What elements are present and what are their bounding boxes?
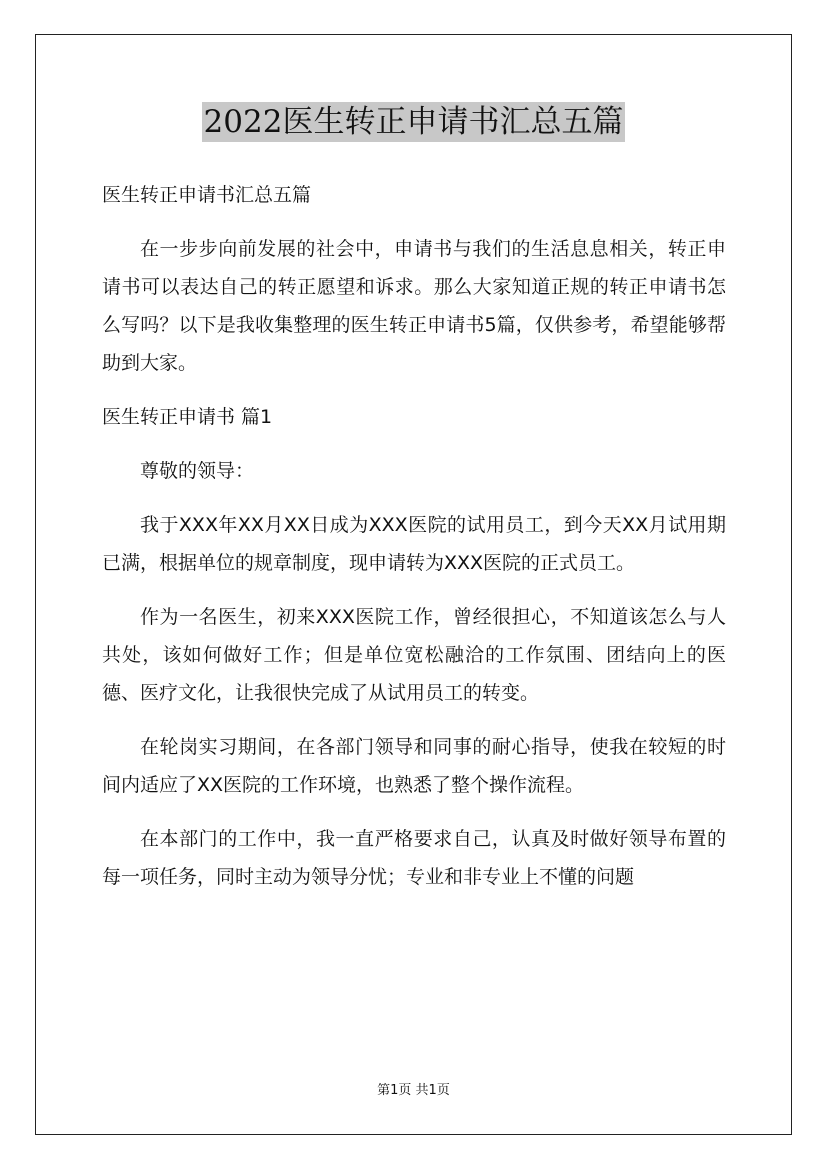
paragraph: 在一步步向前发展的社会中，申请书与我们的生活息息相关，转正申请书可以表达自己的转正愿望和诉求。那么大家知道正规的转正申请书怎么写吗？以下是我收集整理的医生转正申请书5篇，仅供参考，希望能够帮助到大家。 [102, 238, 726, 374]
section-heading: 医生转正申请书 篇1 [102, 406, 273, 428]
paragraph: 作为一名医生，初来XXX医院工作，曾经很担心，不知道该怎么与人共处，该如何做好工作；但是单位宽松融洽的工作氛围、团结向上的医德、医疗文化，让我很快完成了从试用员工的转变。 [102, 606, 726, 704]
paragraph: 在本部门的工作中，我一直严格要求自己，认真及时做好领导布置的每一项任务，同时主动为领导分忧；专业和非专业上不懂的问题 [102, 828, 726, 888]
paragraph: 在轮岗实习期间，在各部门领导和同事的耐心指导，使我在较短的时间内适应了XX医院的工作环境，也熟悉了整个操作流程。 [102, 736, 726, 796]
title-wrapper [0, 102, 827, 142]
document-title: 2022医生转正申请书汇总五篇 [203, 104, 624, 140]
paragraph: 医生转正申请书汇总五篇 [102, 184, 312, 206]
paragraph: 我于XXX年XX月XX日成为XXX医院的试用员工，到今天XX月试用期已满，根据单位的规章制度，现申请转为XXX医院的正式员工。 [102, 514, 726, 574]
page-footer: 第1页 共1页 [377, 1083, 450, 1098]
salutation: 尊敬的领导： [140, 460, 255, 482]
document-body [102, 176, 726, 912]
